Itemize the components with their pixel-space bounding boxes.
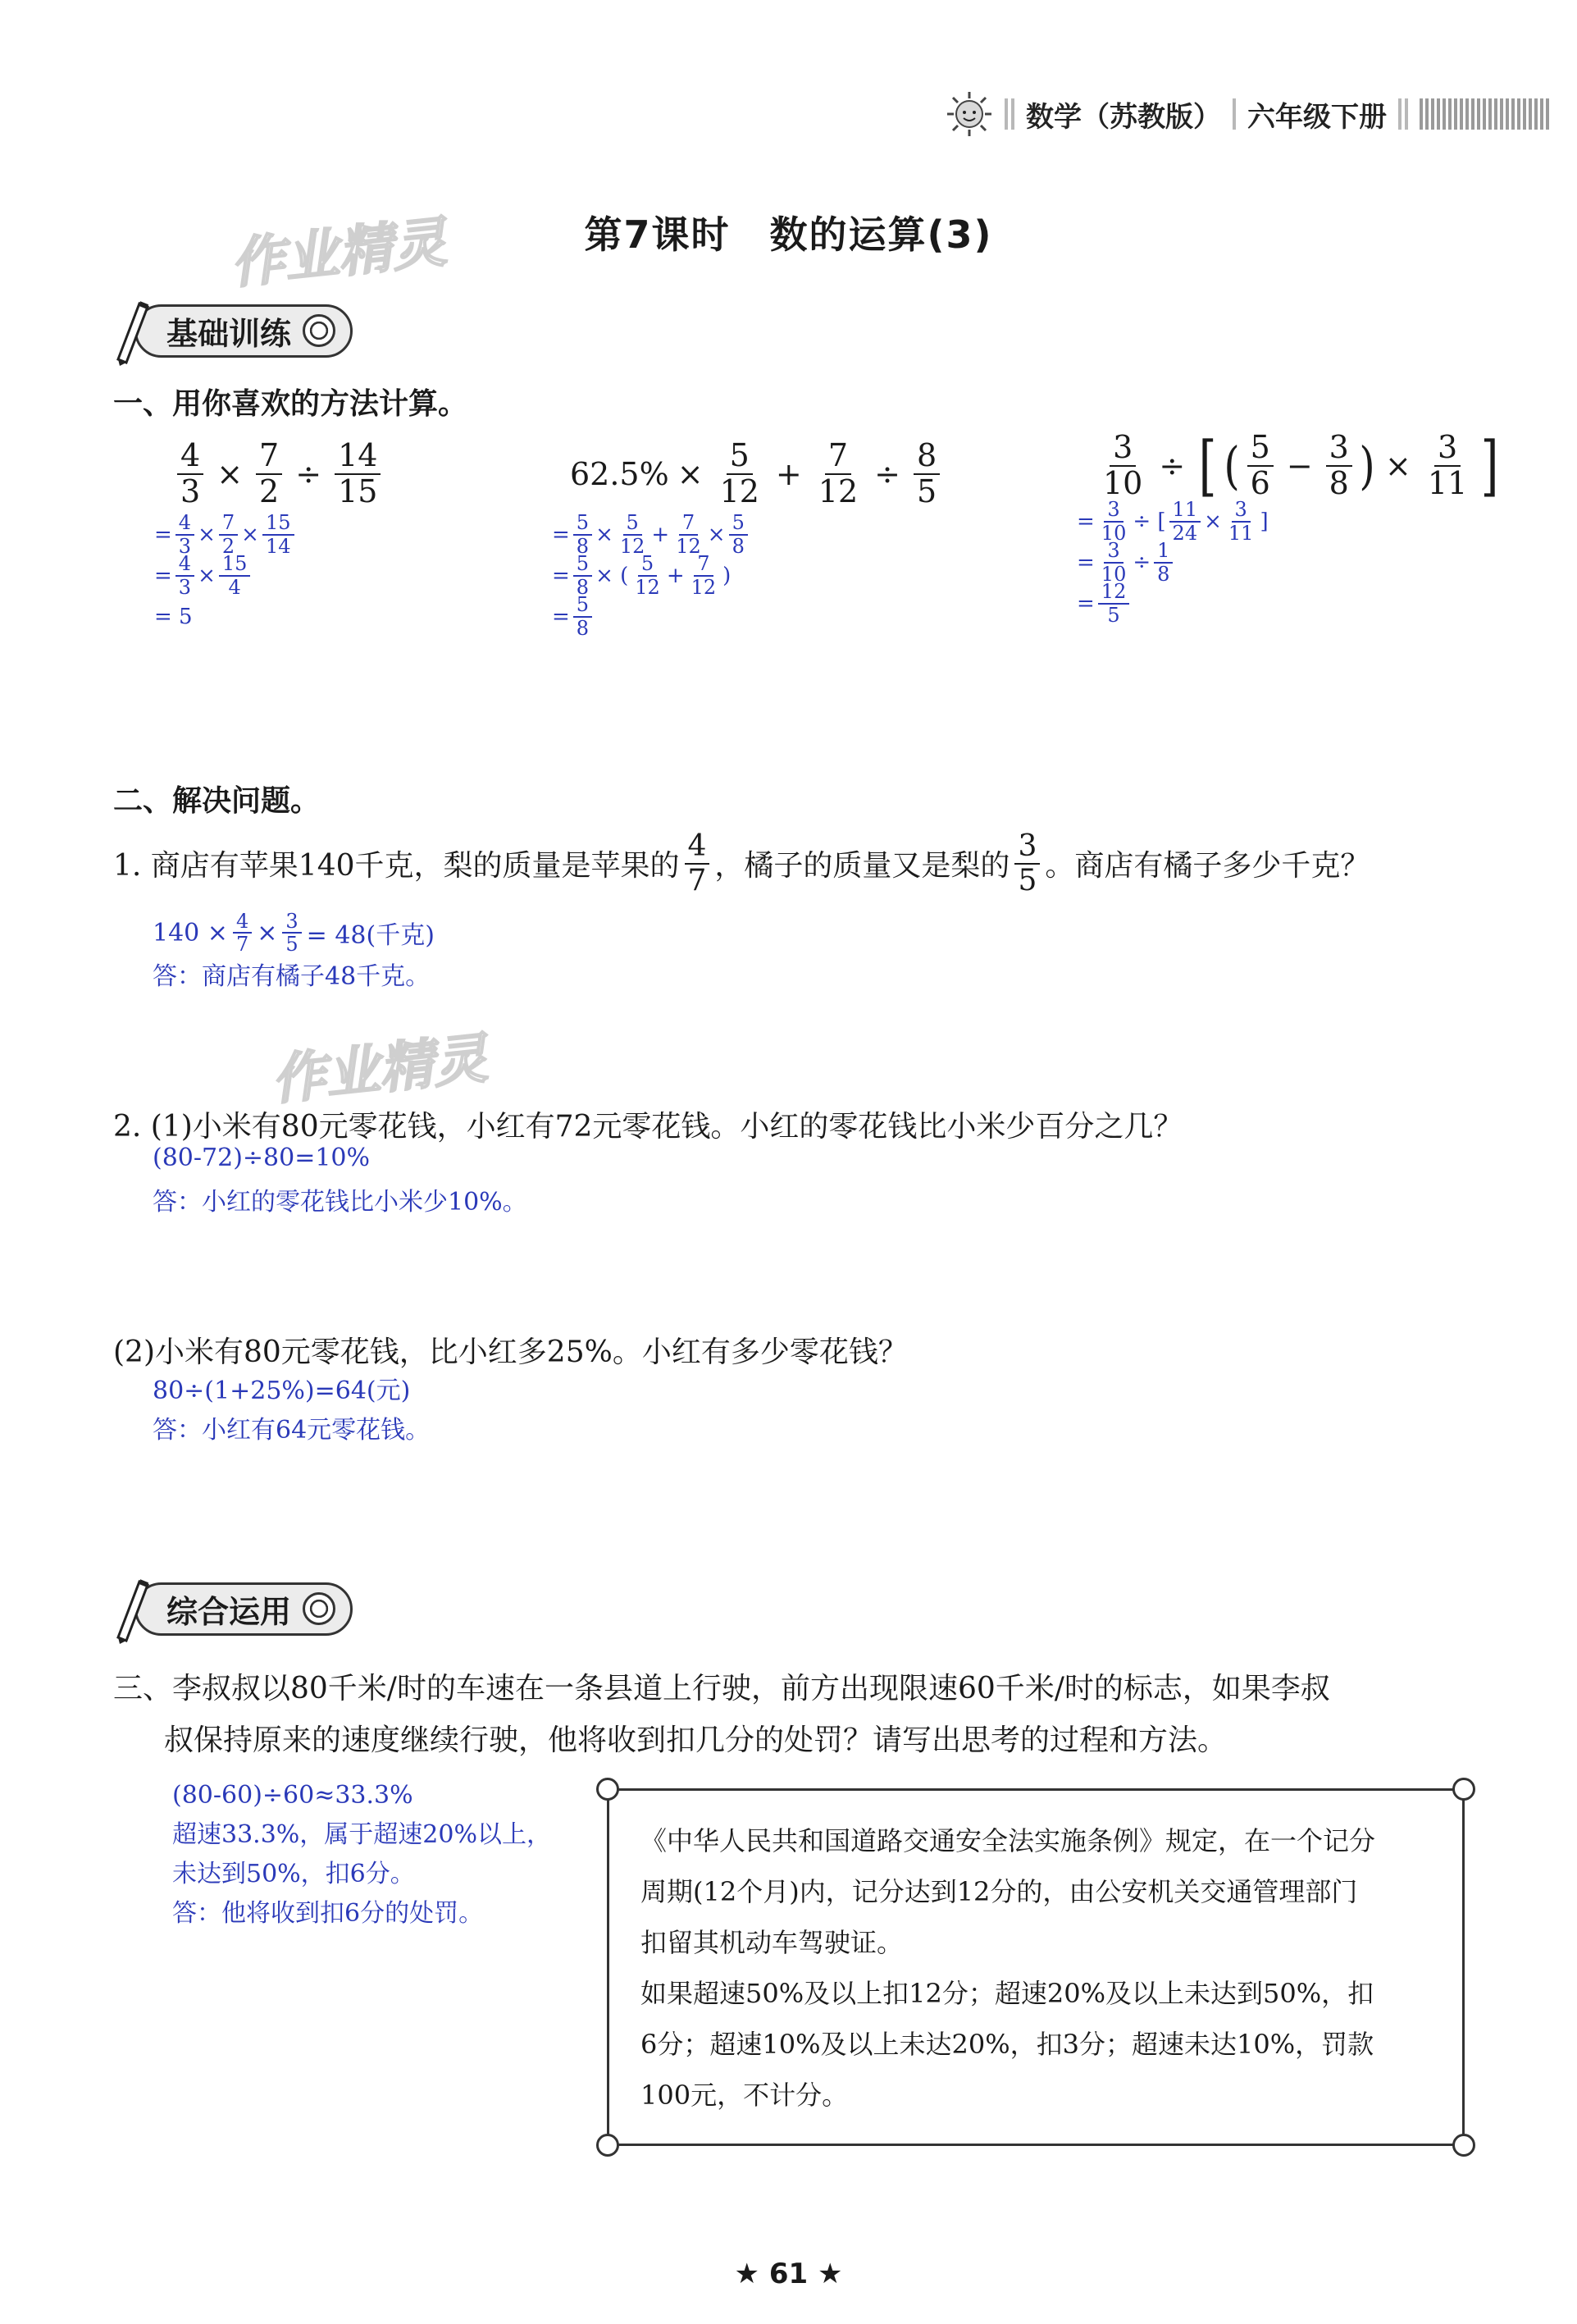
work-line: 答：他将收到扣6分的处罚。	[172, 1899, 484, 1928]
work-line: 超速33.3%，属于超速20%以上，	[172, 1820, 551, 1849]
scroll-line: 《中华人民共和国道路交通安全法实施条例》规定，在一个记分	[640, 1825, 1376, 1856]
header-stripe	[1420, 98, 1551, 130]
sun-mascot-icon	[946, 90, 993, 138]
fraction: $\frac{7}{2}$	[256, 439, 282, 509]
watermark: 作业精灵	[268, 1026, 490, 1112]
scroll-curl-icon	[596, 1778, 619, 1801]
lesson-title: 第7课时 数的运算(3)	[584, 212, 993, 257]
word-problem-2a-calc: (80-72)÷80=10%	[153, 1144, 371, 1172]
badge-pill	[134, 1582, 353, 1636]
scroll-curl-icon	[596, 2134, 619, 2157]
solution-step: = 4 3 × 15 4	[154, 555, 385, 596]
scroll-line: 如果超速50%及以上扣12分；超速20%及以上未达到50%，扣	[640, 1978, 1374, 2009]
word-problem-2b: (2)小米有80元零花钱，比小红多25%。小红有多少零花钱？	[113, 1336, 908, 1369]
word-problem-2b-answer: 答：小红有64元零花钱。	[153, 1416, 431, 1445]
header-grade: 六年级下册	[1247, 100, 1387, 134]
work-line: 未达到50%，扣6分。	[172, 1860, 415, 1888]
header-subject: 数学（苏教版）	[1026, 100, 1221, 134]
page-number: ★ 61 ★	[734, 2258, 843, 2290]
calc-problem-3	[1077, 427, 1504, 627]
header-divider	[1233, 98, 1236, 130]
solution-steps	[552, 511, 945, 640]
part3-work	[172, 1776, 551, 1934]
solution-result: = 12 5	[1077, 583, 1504, 624]
part3-question-line2: 叔保持原来的速度继续行驶，他将收到扣几分的处罚？请写出思考的过程和方法。	[164, 1724, 1228, 1757]
badge-label: 基础训练	[166, 315, 292, 352]
scroll-curl-icon	[1452, 1778, 1475, 1801]
word-problem-2b-calc: 80÷(1+25%)=64(元)	[153, 1377, 411, 1405]
fraction: $\frac{14}{15}$	[335, 439, 381, 509]
word-problem-1: 1. 商店有苹果140千克，梨的质量是苹果的 4 7 ，橘子的质量又是梨的 3 5 。商店有橘子多少千克？	[113, 829, 1370, 897]
watermark: 作业精灵	[227, 210, 449, 296]
work-line: (80-60)÷60≈33.3%	[172, 1781, 413, 1810]
part2-heading: 二、解决问题。	[113, 784, 321, 818]
solution-result: = 5 8	[552, 596, 945, 637]
solution-step: = 3 10 ÷ [ 11 24 × 3 11 ]	[1077, 498, 1269, 545]
problem-expression: $\frac{3}{10}$ ÷ [ ( 5 6 − $\frac{3}{8}$ ) × $\frac{3}{11}$ ]	[1103, 427, 1499, 504]
calc-problem-2	[552, 437, 945, 640]
calc-problem-1	[154, 437, 385, 637]
regulation-scroll	[607, 1788, 1465, 2146]
scroll-line: 100元，不计分。	[640, 2080, 849, 2111]
problem-expression: $\frac{4}{3}$ × $\frac{7}{2}$ ÷ $\frac{14}{15}$	[172, 439, 385, 509]
solution-result: = 5	[154, 604, 193, 629]
header-divider	[1398, 98, 1408, 130]
pencil-icon	[107, 1573, 153, 1644]
pencil-icon	[107, 295, 153, 366]
badge-ring-icon	[303, 1592, 335, 1625]
solution-steps	[154, 511, 385, 637]
word-problem-1-answer: 答：商店有橘子48千克。	[153, 962, 431, 991]
fraction: $\frac{4}{3}$	[177, 439, 203, 509]
scroll-line: 扣留其机动车驾驶证。	[640, 1927, 904, 1958]
scroll-curl-icon	[1452, 2134, 1475, 2157]
solution-step: = 5 8 × ( 5 12 + 7 12 )	[552, 552, 732, 599]
badge-pill	[134, 304, 353, 358]
word-problem-1-calc: 140 × $\frac{4}{7}$ × $\frac{3}{5}$ = 48(千克)	[153, 910, 435, 957]
basic-training-badge	[107, 305, 353, 356]
word-problem-2a-answer: 答：小红的零花钱比小米少10%。	[153, 1188, 527, 1217]
solution-step: = 4 3 × 7 2 × 15 14	[154, 514, 385, 555]
part3-question-line1: 三、李叔叔以80千米/时的车速在一条县道上行驶，前方出现限速60千米/时的标志，如果李叔	[113, 1672, 1330, 1705]
scroll-line: 周期(12个月)内，记分达到12分的，由公安机关交通管理部门	[640, 1876, 1358, 1907]
word-problem-2a: 2. (1)小米有80元零花钱，小红有72元零花钱。小红的零花钱比小米少百分之几？	[113, 1110, 1183, 1144]
solution-steps	[1077, 498, 1504, 627]
solution-step: = 3 10 ÷ 1 8	[1077, 542, 1504, 583]
badge-label: 综合运用	[166, 1593, 292, 1630]
badge-ring-icon	[303, 314, 335, 347]
solution-step: = 5 8 × 5 12 + 7 12 × 5 8	[552, 514, 945, 555]
header-divider	[1005, 98, 1014, 130]
part1-heading: 一、用你喜欢的方法计算。	[113, 387, 468, 421]
running-header	[946, 89, 1551, 139]
problem-expression: 62.5% × $\frac{5}{12}$ + $\frac{7}{12}$ ÷ $\frac{8}{5}$	[570, 439, 945, 509]
scroll-line: 6分；超速10%及以上未达20%，扣3分；超速未达10%，罚款	[640, 2029, 1374, 2060]
applied-badge	[107, 1583, 353, 1634]
